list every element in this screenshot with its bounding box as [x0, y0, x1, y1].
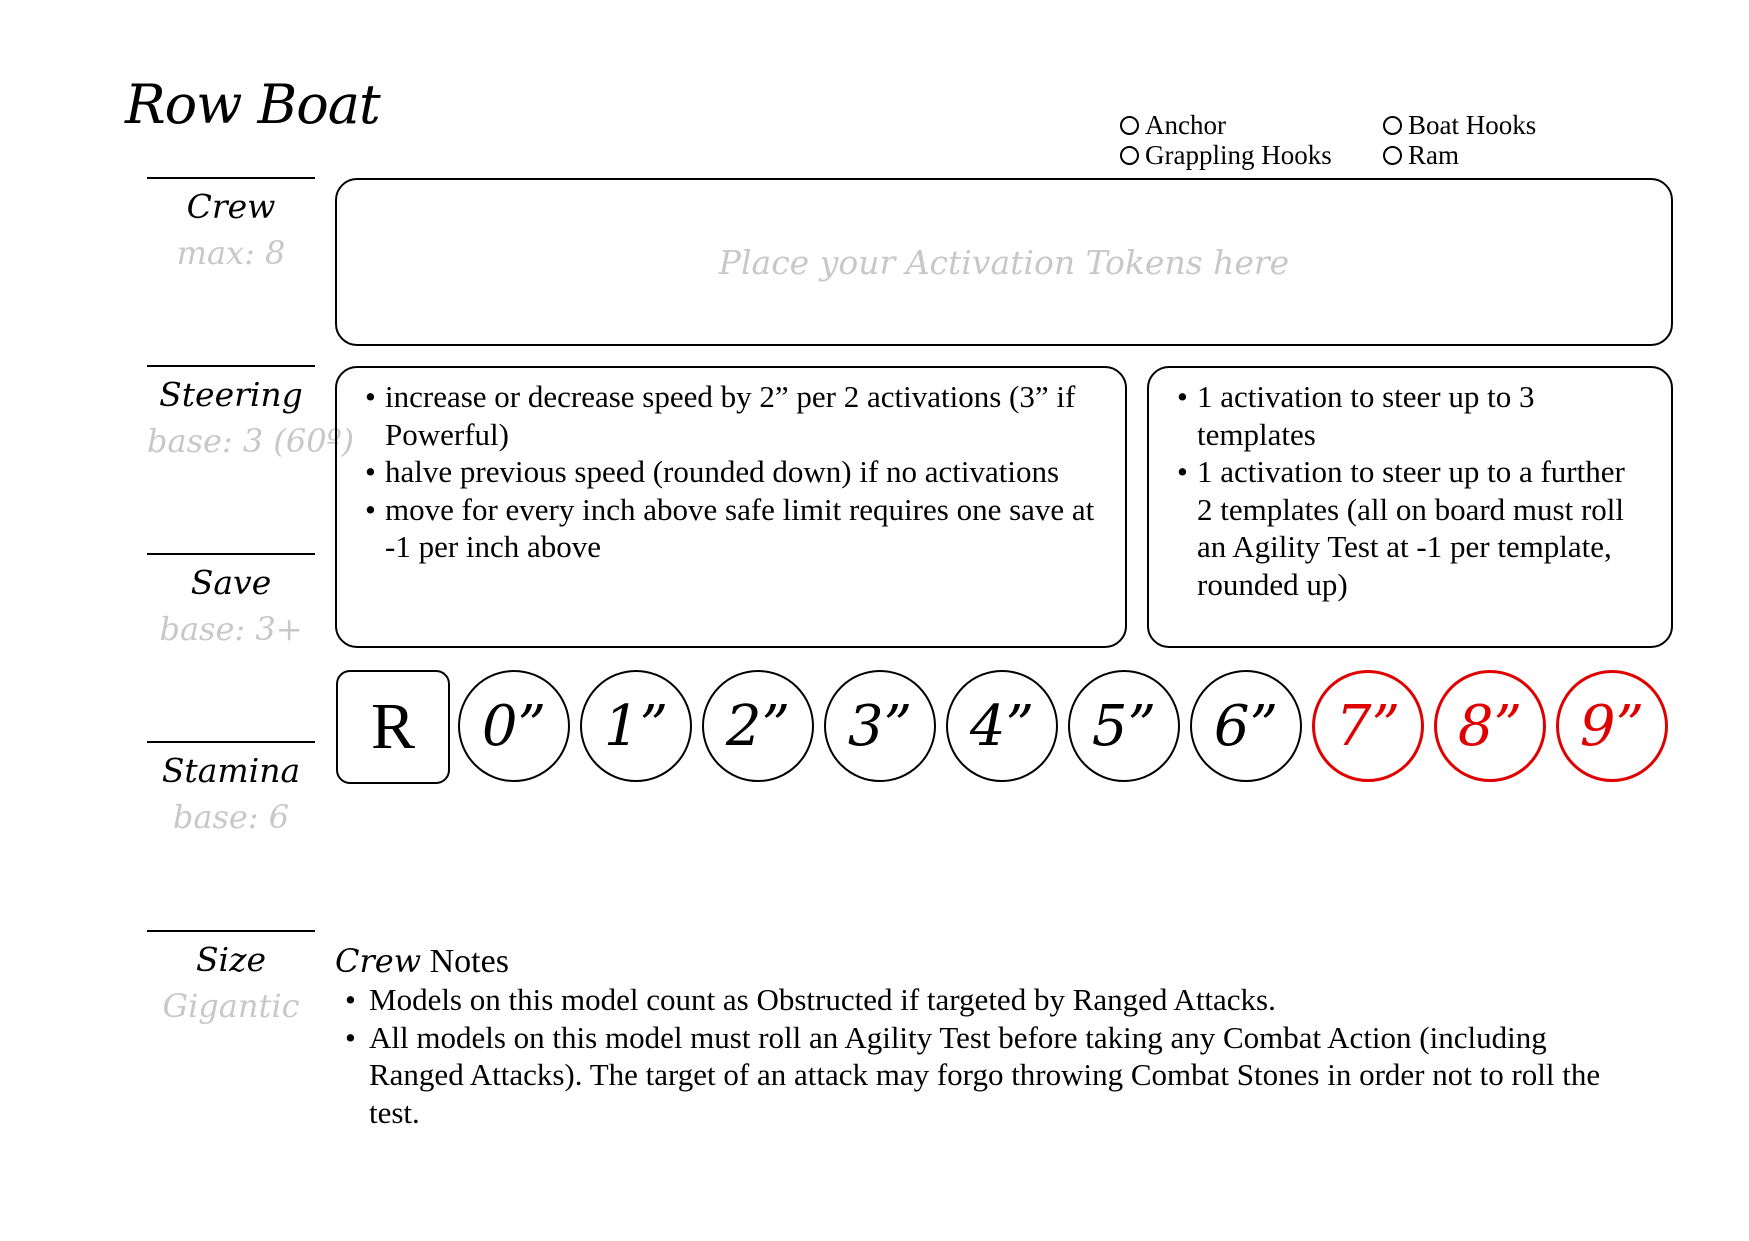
- activation-placeholder: Place your Activation Tokens here: [718, 242, 1290, 282]
- steer-rules-list: [1177, 378, 1641, 603]
- list-item: • All models on this model must roll an Agility Test before taking any Combat Action (including Ranged Attacks). The target of an attack may forgo throwing Combat Stones in order not to roll the test.: [345, 1019, 1625, 1132]
- stat-label: Stamina: [161, 751, 301, 790]
- stat-value: Gigantic: [162, 987, 300, 1025]
- stat-label: Size: [195, 940, 267, 979]
- equipment-label: Anchor: [1145, 110, 1226, 140]
- stat-value: base: 6: [172, 798, 290, 836]
- stat-crew: [147, 177, 315, 279]
- speed-marker-5[interactable]: 5”: [1068, 670, 1180, 782]
- speed-marker-6[interactable]: 6”: [1190, 670, 1302, 782]
- activation-token-area[interactable]: [335, 178, 1673, 346]
- equipment-ram[interactable]: [1383, 140, 1459, 170]
- list-item: • halve previous speed (rounded down) if no activations: [365, 453, 1115, 491]
- steer-rules-box: [1147, 366, 1673, 648]
- stat-label: Save: [190, 563, 272, 602]
- crew-notes-list: [345, 981, 1625, 1131]
- page-title: Row Boat: [125, 73, 380, 136]
- stat-value: base: 3+: [159, 610, 303, 648]
- crew-notes-title-italic: Crew: [335, 942, 422, 980]
- stat-save: [147, 553, 315, 655]
- equipment-grappling-hooks[interactable]: [1120, 140, 1332, 170]
- empty-circle-checkbox-icon[interactable]: [1383, 116, 1402, 135]
- speed-rules-box: [335, 366, 1127, 648]
- equipment-label: Ram: [1408, 140, 1459, 170]
- stat-stamina: [147, 741, 315, 843]
- stat-steering: [147, 365, 355, 467]
- speed-rules-list: [365, 378, 1115, 566]
- speed-marker-4[interactable]: 4”: [946, 670, 1058, 782]
- crew-notes-title-rest: Notes: [421, 943, 509, 980]
- speed-marker-8[interactable]: 8”: [1434, 670, 1546, 782]
- speed-marker-1[interactable]: 1”: [580, 670, 692, 782]
- list-item: • move for every inch above safe limit requires one save at -1 per inch above: [365, 491, 1115, 566]
- speed-reset-button[interactable]: R: [336, 670, 450, 784]
- list-item: • Models on this model count as Obstructed if targeted by Ranged Attacks.: [345, 981, 1625, 1019]
- stat-size: [147, 930, 315, 1032]
- list-item: • 1 activation to steer up to 3 templates: [1177, 378, 1641, 453]
- empty-circle-checkbox-icon[interactable]: [1383, 146, 1402, 165]
- stat-value: base: 3 (60º): [147, 422, 355, 460]
- speed-marker-9[interactable]: 9”: [1556, 670, 1668, 782]
- speed-marker-0[interactable]: 0”: [458, 670, 570, 782]
- equipment-label: Boat Hooks: [1408, 110, 1537, 140]
- empty-circle-checkbox-icon[interactable]: [1120, 146, 1139, 165]
- equipment-anchor[interactable]: [1120, 110, 1226, 140]
- speed-marker-7[interactable]: 7”: [1312, 670, 1424, 782]
- stat-value: max: 8: [176, 234, 286, 272]
- stat-label: Steering: [159, 375, 303, 414]
- list-item: • increase or decrease speed by 2” per 2 activations (3” if Powerful): [365, 378, 1115, 453]
- crew-notes-title: [335, 940, 509, 983]
- list-item: • 1 activation to steer up to a further 2 templates (all on board must roll an Agility Test at -1 per template, rounded up): [1177, 453, 1641, 603]
- speed-marker-2[interactable]: 2”: [702, 670, 814, 782]
- stat-label: Crew: [186, 187, 276, 226]
- equipment-label: Grappling Hooks: [1145, 140, 1332, 170]
- empty-circle-checkbox-icon[interactable]: [1120, 116, 1139, 135]
- speed-marker-3[interactable]: 3”: [824, 670, 936, 782]
- equipment-boat-hooks[interactable]: [1383, 110, 1536, 140]
